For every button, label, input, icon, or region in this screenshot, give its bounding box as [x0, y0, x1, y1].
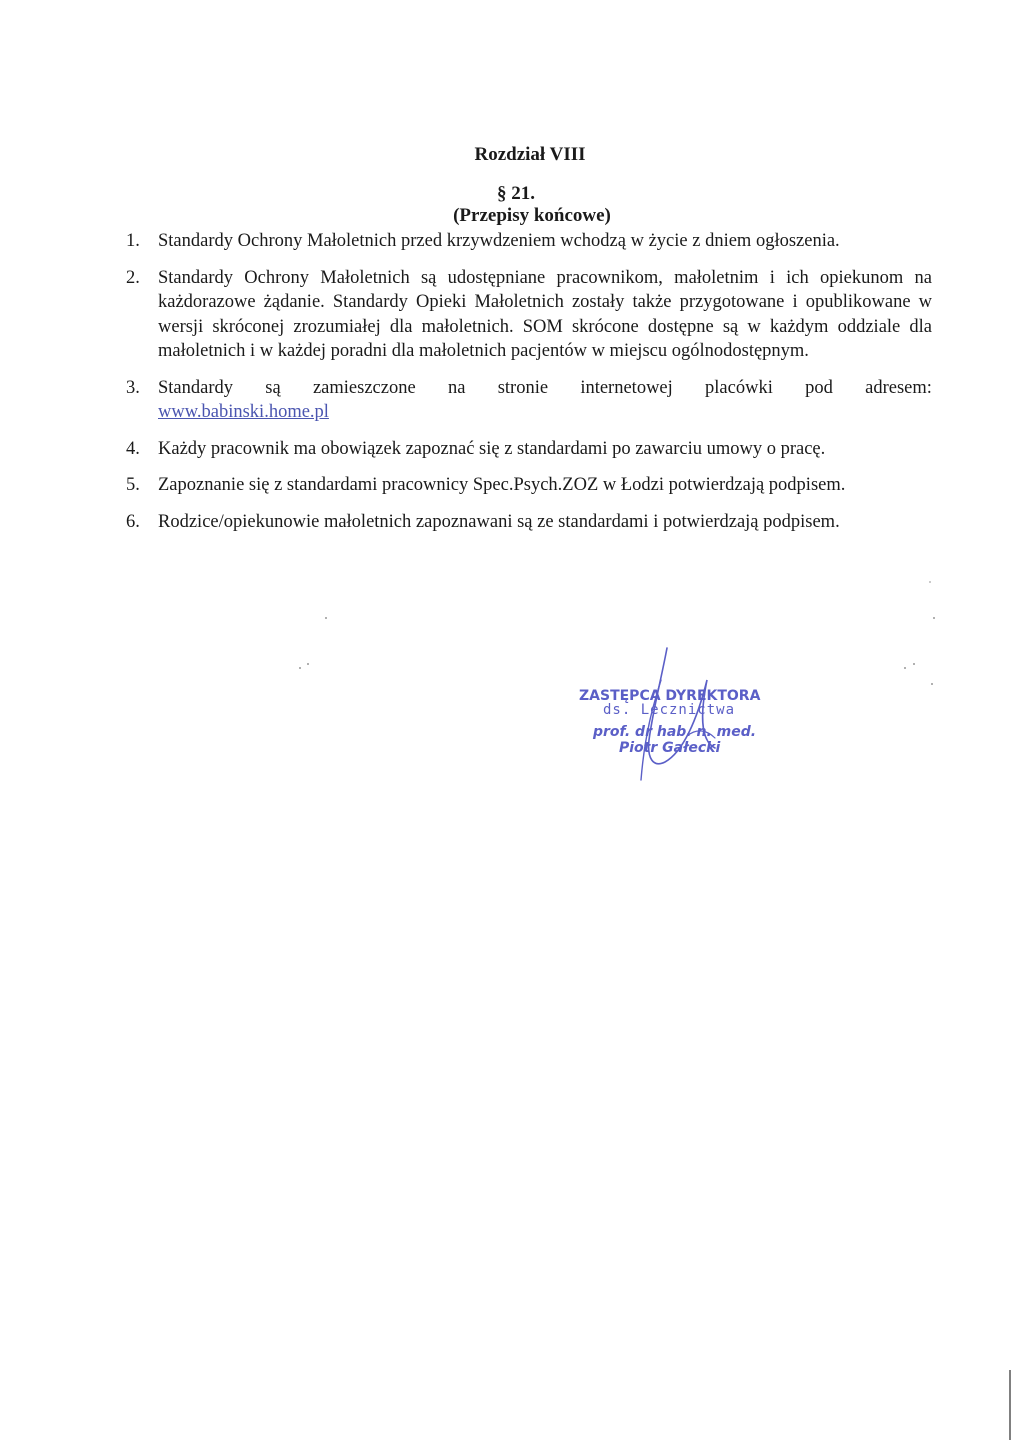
list-item [118, 376, 932, 425]
item-word: na [447, 377, 466, 398]
item-number: 2. [126, 267, 140, 288]
item-word: zamieszczone [312, 377, 416, 398]
list-item [118, 510, 932, 535]
item-text: Standardy Ochrony Małoletnich są udostępniane pracownikom, małoletnim i ich opiekunom na każdorazowe żądanie. Standardy Opieki Małoletnich zostały także przygotowane i opublikowane w wersji skróconej zrozumiałej dla małoletnich. SOM skrócone dostępne są w każdym oddziale dla małoletnich i w każdej poradni dla małoletnich pacjentów w miejscu ogólnodostępnym. [158, 267, 932, 361]
item-number: 6. [126, 511, 140, 532]
item-word: adresem: [865, 377, 932, 398]
item-word: Standardy [158, 377, 234, 398]
stamp-title: ZASTĘPCA DYREKTORA [579, 688, 761, 704]
stamp-name: Piotr Gałecki [619, 740, 721, 756]
item-word: internetowej [580, 377, 673, 398]
provisions-list [118, 229, 932, 546]
list-item [118, 473, 932, 498]
item-number: 1. [126, 231, 140, 251]
item-word: są [265, 377, 281, 398]
item-text: Każdy pracownik ma obowiązek zapoznać się z standardami po zawarciu umowy o pracę. [158, 438, 826, 459]
list-item [118, 266, 932, 364]
item-word: placówki [705, 377, 773, 398]
official-stamp [575, 640, 775, 790]
item-word: pod [805, 377, 833, 398]
item-number: 4. [126, 438, 140, 459]
item-text [158, 376, 932, 425]
section-subtitle: (Przepisy końcowe) [453, 205, 611, 226]
item-text: Rodzice/opiekunowie małoletnich zapoznawani są ze standardami i potwierdzają podpisem. [158, 511, 840, 532]
list-item [118, 437, 932, 462]
item-number: 5. [126, 475, 140, 495]
item-word: stronie [497, 377, 549, 398]
item-text: Standardy Ochrony Małoletnich przed krzywdzeniem wchodzą w życie z dniem ogłoszenia. [158, 231, 840, 251]
paragraph-number: § 21. [497, 183, 535, 204]
chapter-heading: Rozdział VIII [474, 144, 586, 165]
handwritten-signature [575, 640, 775, 790]
stamp-department: ds. Lecznictwa [603, 702, 736, 718]
stamp-degree: prof. dr hab. n. med. [593, 724, 757, 740]
website-link[interactable]: www.babinski.home.pl [158, 402, 329, 422]
item-text-line [158, 376, 932, 401]
list-item [118, 229, 932, 254]
item-text: Zapoznanie się z standardami pracownicy Spec.Psych.ZOZ w Łodzi potwierdzają podpisem. [158, 475, 846, 495]
item-number: 3. [126, 377, 140, 398]
